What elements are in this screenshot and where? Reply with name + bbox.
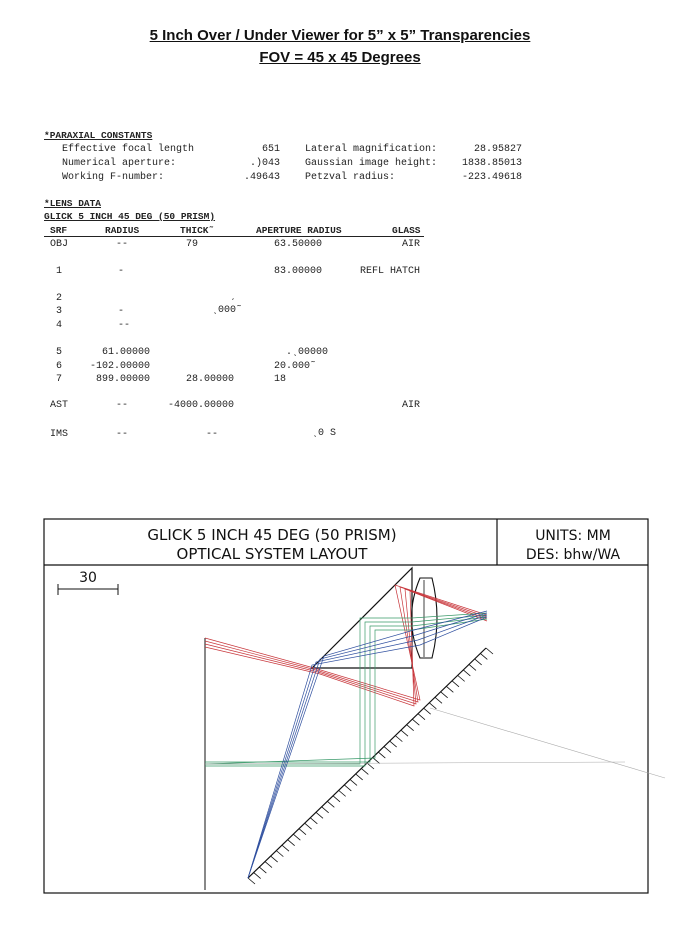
page-subtitle: FOV = 45 x 45 Degrees: [259, 49, 421, 66]
lens-row-glass: AIR: [402, 400, 421, 411]
lens-row-thickness: ˏ: [230, 291, 237, 302]
lens-row-aperture: 20.000˜: [274, 361, 317, 372]
lens-row-srf: 5: [56, 347, 63, 358]
col-header-radius: RADIUS: [105, 225, 140, 236]
hatch-mark: [316, 812, 323, 818]
lens-row-radius: --: [116, 429, 129, 440]
hatch-mark: [361, 768, 368, 774]
hatch-mark: [384, 747, 391, 753]
lens-row-thickness: --: [206, 429, 219, 440]
hatch-mark: [265, 862, 272, 868]
lens-row-aperture: ˎ0 S: [312, 428, 337, 439]
layout-subtitle: OPTICAL SYSTEM LAYOUT: [176, 545, 368, 563]
hatch-mark: [424, 708, 431, 714]
hatch-mark: [271, 856, 278, 862]
lens-data-header: *LENS DATA: [44, 198, 102, 209]
paraxial-value: -223.49618: [461, 172, 522, 183]
paraxial-value: .)043: [249, 158, 280, 169]
paraxial-label: Lateral magnification:: [305, 144, 438, 155]
lens-row-aperture: 83.00000: [274, 266, 323, 277]
lens-row-thickness: -4000.00000: [168, 400, 235, 411]
paraxial-label: Numerical aperture:: [62, 158, 177, 169]
lens-row-srf: IMS: [50, 429, 69, 440]
hatch-mark: [305, 823, 312, 829]
paraxial-label: Gaussian image height:: [305, 158, 438, 169]
hatch-mark: [486, 648, 493, 654]
lens-row-radius: 61.00000: [101, 347, 150, 358]
lens-row-srf: 6: [56, 361, 63, 372]
hatch-mark: [395, 736, 402, 742]
lens-row-srf: 1: [56, 266, 63, 277]
hatch-mark: [367, 763, 374, 769]
lens-row-radius: --: [118, 320, 131, 331]
hatch-mark: [276, 851, 283, 857]
lens-row-glass: REFL HATCH: [360, 266, 421, 277]
paraxial-value: 28.95827: [473, 144, 522, 155]
lens-row-srf: OBJ: [50, 239, 69, 250]
designer-label: DES: bhw/WA: [525, 547, 621, 563]
col-header-srf: SRF: [50, 225, 68, 236]
hatch-mark: [412, 719, 419, 725]
hatch-mark: [469, 664, 476, 670]
hatch-mark: [293, 834, 300, 840]
layout-frame: [44, 519, 648, 893]
hatch-mark: [259, 867, 266, 873]
hatch-mark: [452, 681, 459, 687]
lens-row-aperture: .ˎ00000: [286, 347, 329, 358]
green-ray-bundle: [205, 613, 487, 766]
hatch-mark: [344, 785, 351, 791]
hatch-mark: [310, 818, 317, 824]
lens-row-radius: --: [116, 239, 129, 250]
units-label: UNITS: MM: [535, 528, 611, 544]
hatch-mark: [339, 790, 346, 796]
lens-row-aperture: 18: [274, 374, 287, 385]
page-title: 5 Inch Over / Under Viewer for 5” x 5” Transparencies: [149, 27, 531, 44]
lens-row-radius: --: [116, 400, 129, 411]
hatch-mark: [475, 659, 482, 665]
hatch-mark: [373, 758, 380, 764]
lens-row-radius: -: [118, 266, 125, 277]
hatch-mark: [441, 692, 448, 698]
lens-row-srf: AST: [50, 400, 69, 411]
hatch-mark: [282, 845, 289, 851]
paraxial-value: 651: [261, 144, 280, 155]
lens-row-thickness: 28.00000: [186, 374, 235, 385]
layout-title: GLICK 5 INCH 45 DEG (50 PRISM): [147, 526, 397, 544]
hatch-mark: [288, 840, 295, 846]
hatch-mark: [378, 752, 385, 758]
hatch-mark: [401, 730, 408, 736]
lens-row-radius: 899.00000: [95, 374, 150, 385]
hatch-mark: [333, 796, 340, 802]
col-header-glass: GLASS: [392, 225, 421, 236]
scale-bar-label: 30: [79, 570, 97, 586]
blue-ray-bundle: [248, 611, 487, 878]
lens-row-srf: 2: [56, 293, 63, 304]
lens-data-subtitle: GLICK 5 INCH 45 DEG (50 PRISM): [44, 211, 216, 222]
hatch-mark: [356, 774, 363, 780]
paraxial-label: Working F-number:: [62, 172, 165, 183]
hatch-mark: [248, 878, 255, 884]
hatch-mark: [299, 829, 306, 835]
optical-axis: [430, 708, 665, 778]
paraxial-label: Effective focal length: [62, 144, 195, 155]
paraxial-header: *PARAXIAL CONSTANTS: [44, 130, 153, 141]
hatch-mark: [435, 697, 442, 703]
hatch-mark: [446, 686, 453, 692]
hatch-mark: [254, 873, 261, 879]
lens-row-radius: -: [118, 306, 125, 317]
lens-row-srf: 3: [56, 306, 63, 317]
hatch-mark: [463, 670, 470, 676]
lens-row-aperture: 63.50000: [274, 239, 323, 250]
paraxial-label: Petzval radius:: [305, 172, 396, 183]
lens-row-srf: 4: [56, 320, 63, 331]
hatch-mark: [322, 807, 329, 813]
lens-row-thickness: ˎ000˜: [212, 305, 243, 316]
hatch-mark: [407, 725, 414, 731]
lens-row-glass: AIR: [402, 239, 421, 250]
hatch-mark: [458, 675, 465, 681]
hatch-mark: [350, 779, 357, 785]
hatch-mark: [418, 714, 425, 720]
lens-row-radius: -102.00000: [89, 361, 150, 372]
col-header-thickness: THICK˜: [180, 225, 215, 236]
paraxial-value: 1838.85013: [461, 158, 522, 169]
paraxial-value: .49643: [243, 172, 280, 183]
lens-row-thickness: 79: [186, 239, 199, 250]
lens-row-srf: 7: [56, 374, 63, 385]
hatch-mark: [390, 741, 397, 747]
hatch-mark: [480, 653, 487, 659]
col-header-aperture: APERTURE RADIUS: [256, 225, 342, 236]
hatch-mark: [327, 801, 334, 807]
